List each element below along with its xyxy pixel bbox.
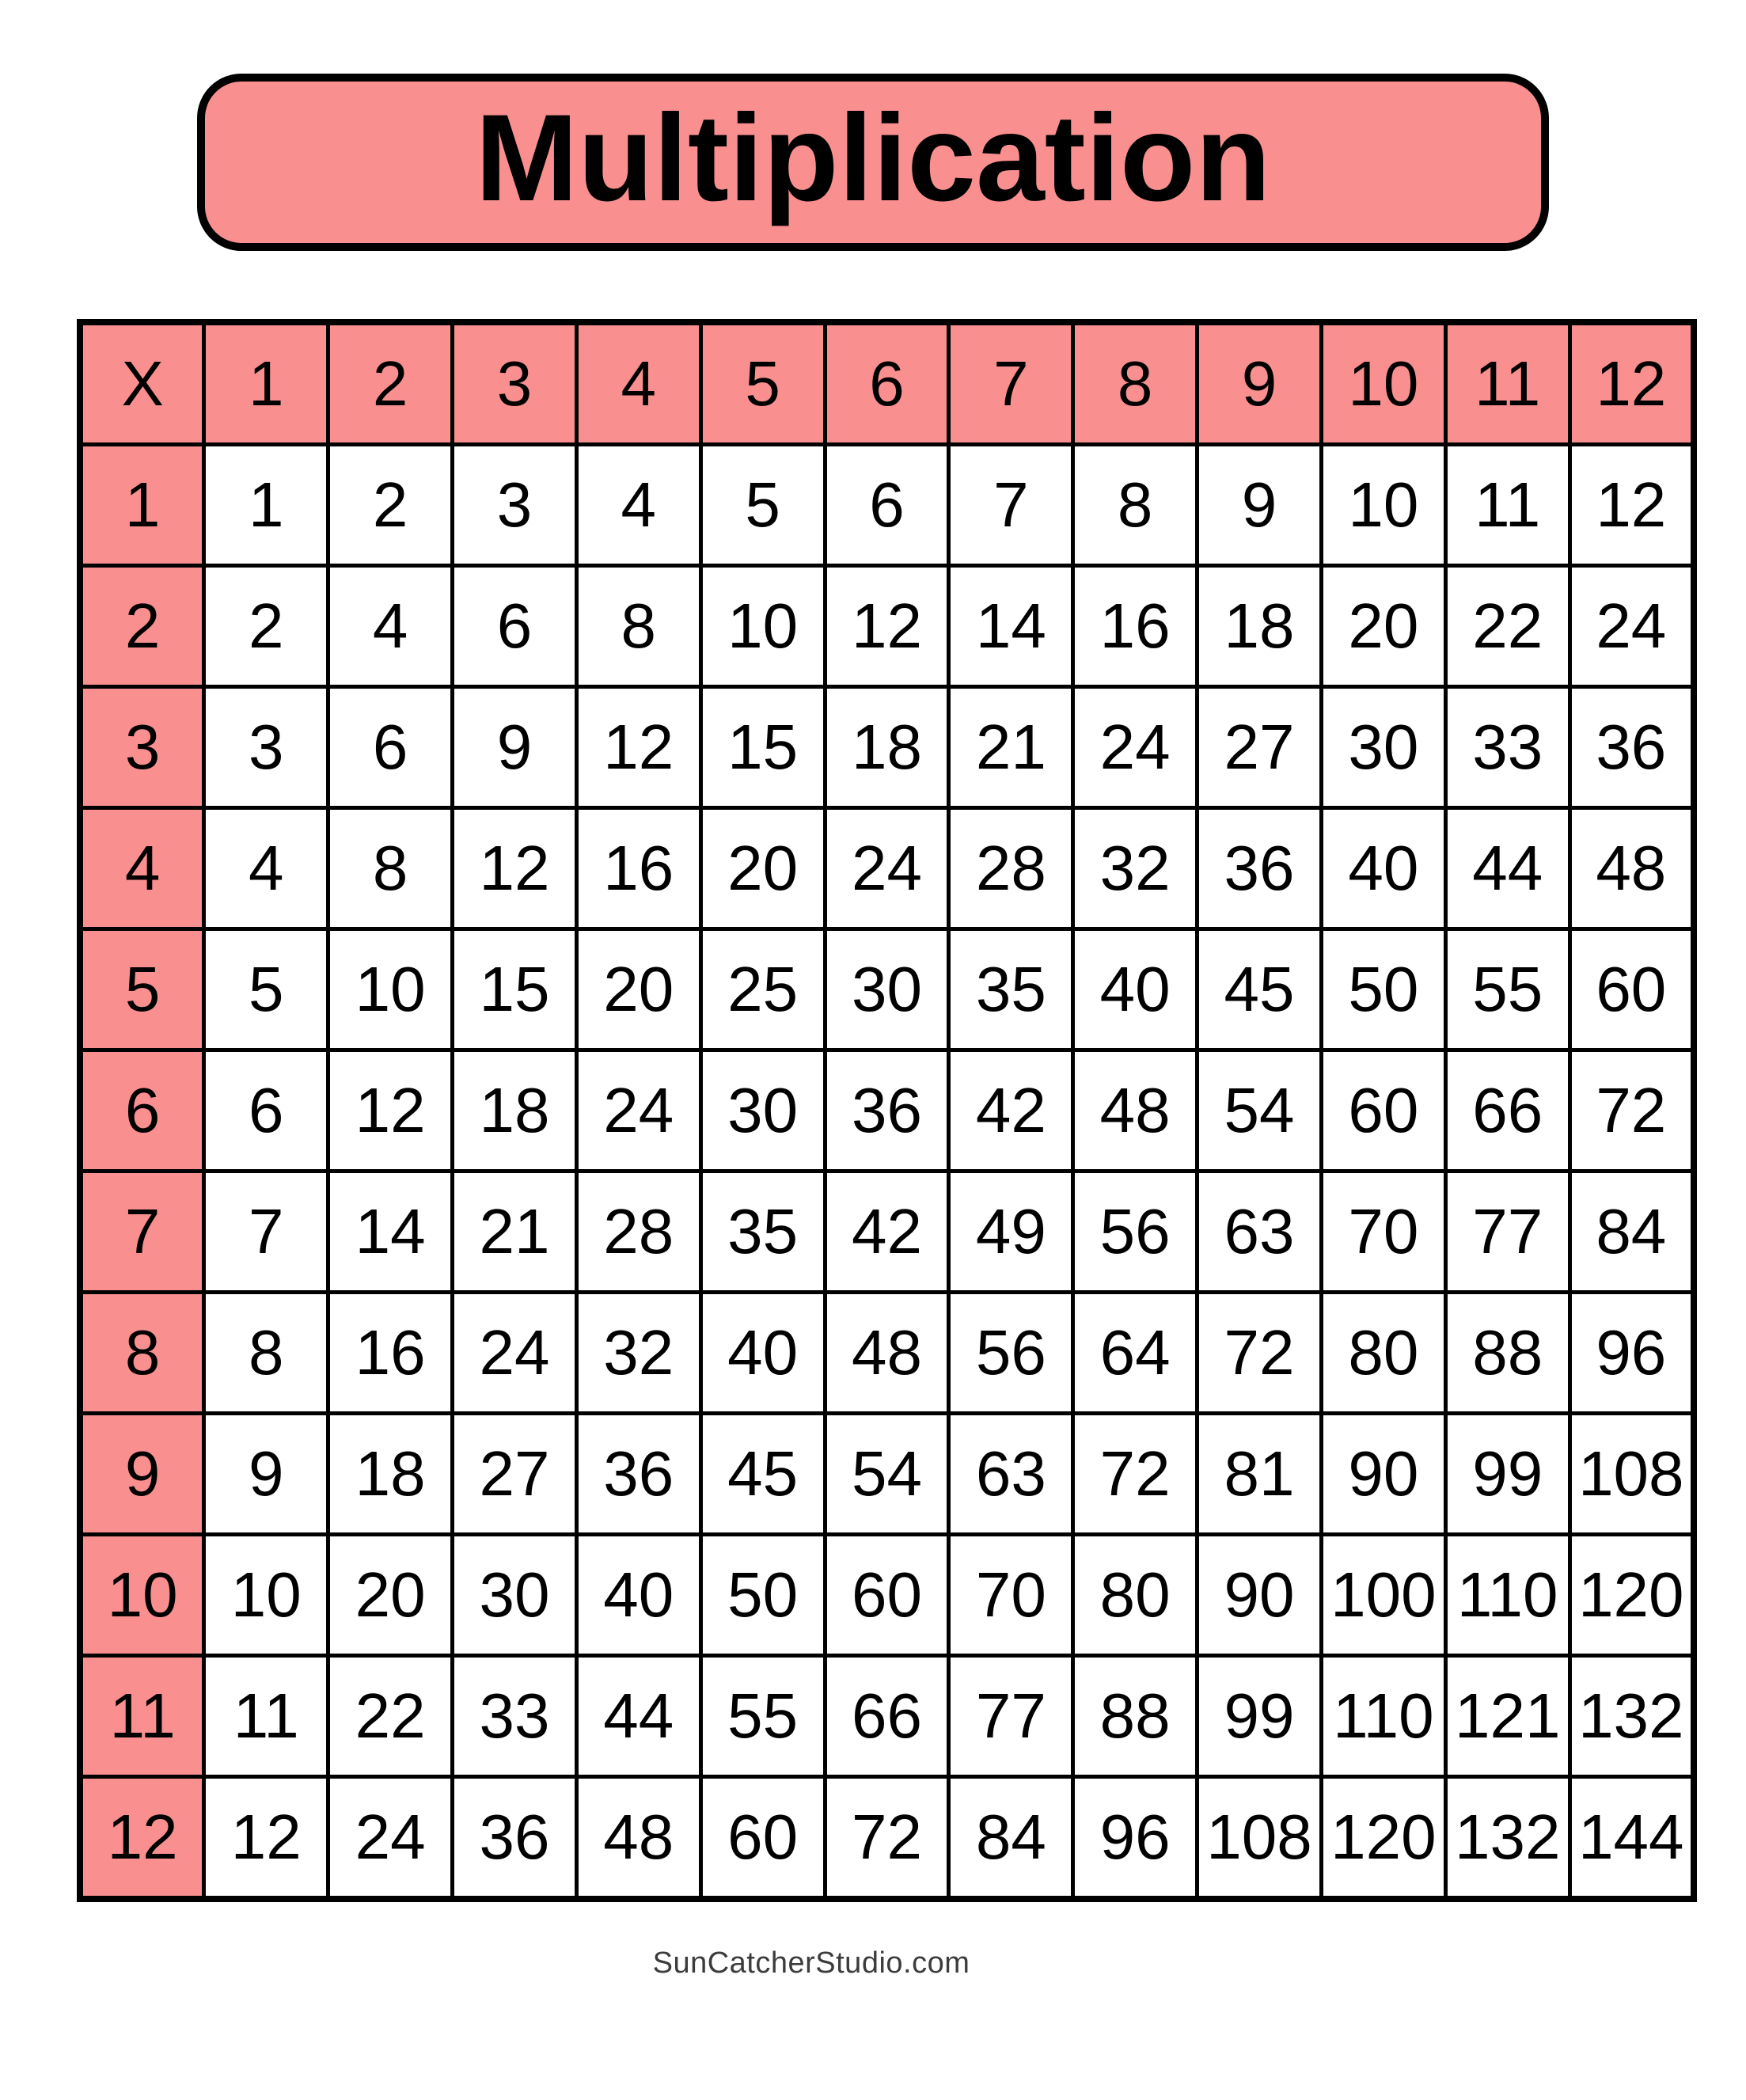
product-cell: 108: [1198, 1777, 1322, 1900]
product-cell: 96: [1073, 1777, 1198, 1900]
product-cell: 11: [1445, 445, 1570, 566]
product-cell: 32: [576, 1293, 700, 1414]
page-title: Multiplication: [475, 89, 1271, 227]
column-header: 10: [1321, 322, 1445, 445]
row-header: 5: [80, 929, 204, 1050]
footer-credit: SunCatcherStudio.com: [652, 1946, 970, 1980]
product-cell: 33: [1445, 687, 1570, 808]
product-cell: 88: [1445, 1293, 1570, 1414]
product-cell: 6: [204, 1050, 328, 1172]
header-row: [80, 322, 1694, 445]
product-cell: 72: [1570, 1050, 1694, 1172]
product-cell: 63: [1198, 1172, 1322, 1293]
row-header: 9: [80, 1414, 204, 1535]
product-cell: 21: [949, 687, 1073, 808]
product-cell: 18: [825, 687, 949, 808]
product-cell: 35: [700, 1172, 825, 1293]
column-header: 5: [700, 322, 825, 445]
product-cell: 12: [825, 566, 949, 687]
product-cell: 4: [204, 808, 328, 929]
product-cell: 9: [1198, 445, 1322, 566]
product-cell: 56: [1073, 1172, 1198, 1293]
product-cell: 80: [1321, 1293, 1445, 1414]
product-cell: 8: [204, 1293, 328, 1414]
product-cell: 20: [1321, 566, 1445, 687]
product-cell: 30: [700, 1050, 825, 1172]
product-cell: 110: [1445, 1535, 1570, 1656]
product-cell: 30: [825, 929, 949, 1050]
product-cell: 8: [576, 566, 700, 687]
product-cell: 36: [1570, 687, 1694, 808]
table-row: [80, 445, 1694, 566]
product-cell: 42: [825, 1172, 949, 1293]
product-cell: 100: [1321, 1535, 1445, 1656]
product-cell: 44: [1445, 808, 1570, 929]
product-cell: 27: [453, 1414, 577, 1535]
product-cell: 90: [1321, 1414, 1445, 1535]
product-cell: 77: [949, 1656, 1073, 1777]
product-cell: 11: [204, 1656, 328, 1777]
table-row: [80, 1535, 1694, 1656]
product-cell: 54: [825, 1414, 949, 1535]
product-cell: 96: [1570, 1293, 1694, 1414]
product-cell: 49: [949, 1172, 1073, 1293]
table-row: [80, 929, 1694, 1050]
product-cell: 12: [204, 1777, 328, 1900]
product-cell: 72: [825, 1777, 949, 1900]
title-banner: [197, 74, 1549, 251]
product-cell: 48: [1073, 1050, 1198, 1172]
product-cell: 21: [453, 1172, 577, 1293]
product-cell: 24: [1570, 566, 1694, 687]
row-header: 1: [80, 445, 204, 566]
product-cell: 40: [1321, 808, 1445, 929]
product-cell: 14: [949, 566, 1073, 687]
product-cell: 70: [1321, 1172, 1445, 1293]
product-cell: 4: [328, 566, 453, 687]
product-cell: 66: [825, 1656, 949, 1777]
product-cell: 1: [204, 445, 328, 566]
product-cell: 8: [328, 808, 453, 929]
row-header: 6: [80, 1050, 204, 1172]
product-cell: 24: [1073, 687, 1198, 808]
row-header: 7: [80, 1172, 204, 1293]
product-cell: 54: [1198, 1050, 1322, 1172]
product-cell: 84: [1570, 1172, 1694, 1293]
product-cell: 50: [1321, 929, 1445, 1050]
column-header: 3: [453, 322, 577, 445]
product-cell: 90: [1198, 1535, 1322, 1656]
product-cell: 48: [1570, 808, 1694, 929]
product-cell: 45: [700, 1414, 825, 1535]
product-cell: 12: [576, 687, 700, 808]
product-cell: 12: [328, 1050, 453, 1172]
product-cell: 120: [1321, 1777, 1445, 1900]
product-cell: 55: [700, 1656, 825, 1777]
product-cell: 8: [1073, 445, 1198, 566]
product-cell: 81: [1198, 1414, 1322, 1535]
product-cell: 60: [1321, 1050, 1445, 1172]
product-cell: 36: [825, 1050, 949, 1172]
multiplication-table: [77, 319, 1697, 1902]
product-cell: 120: [1570, 1535, 1694, 1656]
row-header: 11: [80, 1656, 204, 1777]
product-cell: 20: [700, 808, 825, 929]
product-cell: 22: [328, 1656, 453, 1777]
product-cell: 6: [328, 687, 453, 808]
product-cell: 2: [204, 566, 328, 687]
product-cell: 25: [700, 929, 825, 1050]
product-cell: 20: [328, 1535, 453, 1656]
column-header: 2: [328, 322, 453, 445]
column-header: 1: [204, 322, 328, 445]
table-row: [80, 808, 1694, 929]
product-cell: 40: [700, 1293, 825, 1414]
product-cell: 24: [825, 808, 949, 929]
column-header: 6: [825, 322, 949, 445]
product-cell: 110: [1321, 1656, 1445, 1777]
product-cell: 6: [825, 445, 949, 566]
product-cell: 16: [328, 1293, 453, 1414]
product-cell: 70: [949, 1535, 1073, 1656]
product-cell: 50: [700, 1535, 825, 1656]
product-cell: 56: [949, 1293, 1073, 1414]
product-cell: 9: [453, 687, 577, 808]
product-cell: 18: [1198, 566, 1322, 687]
product-cell: 24: [328, 1777, 453, 1900]
product-cell: 121: [1445, 1656, 1570, 1777]
product-cell: 10: [328, 929, 453, 1050]
product-cell: 3: [204, 687, 328, 808]
product-cell: 18: [453, 1050, 577, 1172]
product-cell: 10: [1321, 445, 1445, 566]
product-cell: 16: [1073, 566, 1198, 687]
product-cell: 63: [949, 1414, 1073, 1535]
product-cell: 36: [576, 1414, 700, 1535]
product-cell: 36: [1198, 808, 1322, 929]
product-cell: 30: [453, 1535, 577, 1656]
product-cell: 27: [1198, 687, 1322, 808]
product-cell: 5: [700, 445, 825, 566]
row-header: 3: [80, 687, 204, 808]
product-cell: 9: [204, 1414, 328, 1535]
row-header: 8: [80, 1293, 204, 1414]
column-header: 11: [1445, 322, 1570, 445]
table-row: [80, 1656, 1694, 1777]
product-cell: 48: [576, 1777, 700, 1900]
column-header: 9: [1198, 322, 1322, 445]
product-cell: 60: [700, 1777, 825, 1900]
product-cell: 72: [1198, 1293, 1322, 1414]
product-cell: 10: [700, 566, 825, 687]
table-row: [80, 1414, 1694, 1535]
column-header: 12: [1570, 322, 1694, 445]
product-cell: 5: [204, 929, 328, 1050]
product-cell: 99: [1198, 1656, 1322, 1777]
row-header: 10: [80, 1535, 204, 1656]
product-cell: 14: [328, 1172, 453, 1293]
product-cell: 36: [453, 1777, 577, 1900]
product-cell: 66: [1445, 1050, 1570, 1172]
product-cell: 15: [453, 929, 577, 1050]
product-cell: 20: [576, 929, 700, 1050]
product-cell: 28: [949, 808, 1073, 929]
product-cell: 144: [1570, 1777, 1694, 1900]
table-row: [80, 1777, 1694, 1900]
product-cell: 88: [1073, 1656, 1198, 1777]
corner-cell: X: [80, 322, 204, 445]
column-header: 7: [949, 322, 1073, 445]
product-cell: 132: [1445, 1777, 1570, 1900]
product-cell: 7: [204, 1172, 328, 1293]
table-row: [80, 687, 1694, 808]
product-cell: 16: [576, 808, 700, 929]
product-cell: 40: [576, 1535, 700, 1656]
product-cell: 22: [1445, 566, 1570, 687]
product-cell: 55: [1445, 929, 1570, 1050]
product-cell: 10: [204, 1535, 328, 1656]
table-row: [80, 1050, 1694, 1172]
product-cell: 42: [949, 1050, 1073, 1172]
product-cell: 12: [1570, 445, 1694, 566]
product-cell: 30: [1321, 687, 1445, 808]
table-row: [80, 1172, 1694, 1293]
column-header: 8: [1073, 322, 1198, 445]
product-cell: 35: [949, 929, 1073, 1050]
product-cell: 15: [700, 687, 825, 808]
product-cell: 24: [453, 1293, 577, 1414]
product-cell: 132: [1570, 1656, 1694, 1777]
row-header: 2: [80, 566, 204, 687]
product-cell: 12: [453, 808, 577, 929]
column-header: 4: [576, 322, 700, 445]
product-cell: 44: [576, 1656, 700, 1777]
product-cell: 7: [949, 445, 1073, 566]
product-cell: 28: [576, 1172, 700, 1293]
product-cell: 108: [1570, 1414, 1694, 1535]
product-cell: 3: [453, 445, 577, 566]
product-cell: 24: [576, 1050, 700, 1172]
product-cell: 40: [1073, 929, 1198, 1050]
table-row: [80, 1293, 1694, 1414]
table-row: [80, 566, 1694, 687]
product-cell: 64: [1073, 1293, 1198, 1414]
product-cell: 6: [453, 566, 577, 687]
product-cell: 2: [328, 445, 453, 566]
product-cell: 4: [576, 445, 700, 566]
product-cell: 84: [949, 1777, 1073, 1900]
page: [0, 74, 1746, 1980]
product-cell: 33: [453, 1656, 577, 1777]
product-cell: 48: [825, 1293, 949, 1414]
product-cell: 99: [1445, 1414, 1570, 1535]
product-cell: 77: [1445, 1172, 1570, 1293]
row-header: 4: [80, 808, 204, 929]
row-header: 12: [80, 1777, 204, 1900]
product-cell: 32: [1073, 808, 1198, 929]
product-cell: 72: [1073, 1414, 1198, 1535]
product-cell: 45: [1198, 929, 1322, 1050]
product-cell: 60: [1570, 929, 1694, 1050]
product-cell: 18: [328, 1414, 453, 1535]
product-cell: 80: [1073, 1535, 1198, 1656]
product-cell: 60: [825, 1535, 949, 1656]
